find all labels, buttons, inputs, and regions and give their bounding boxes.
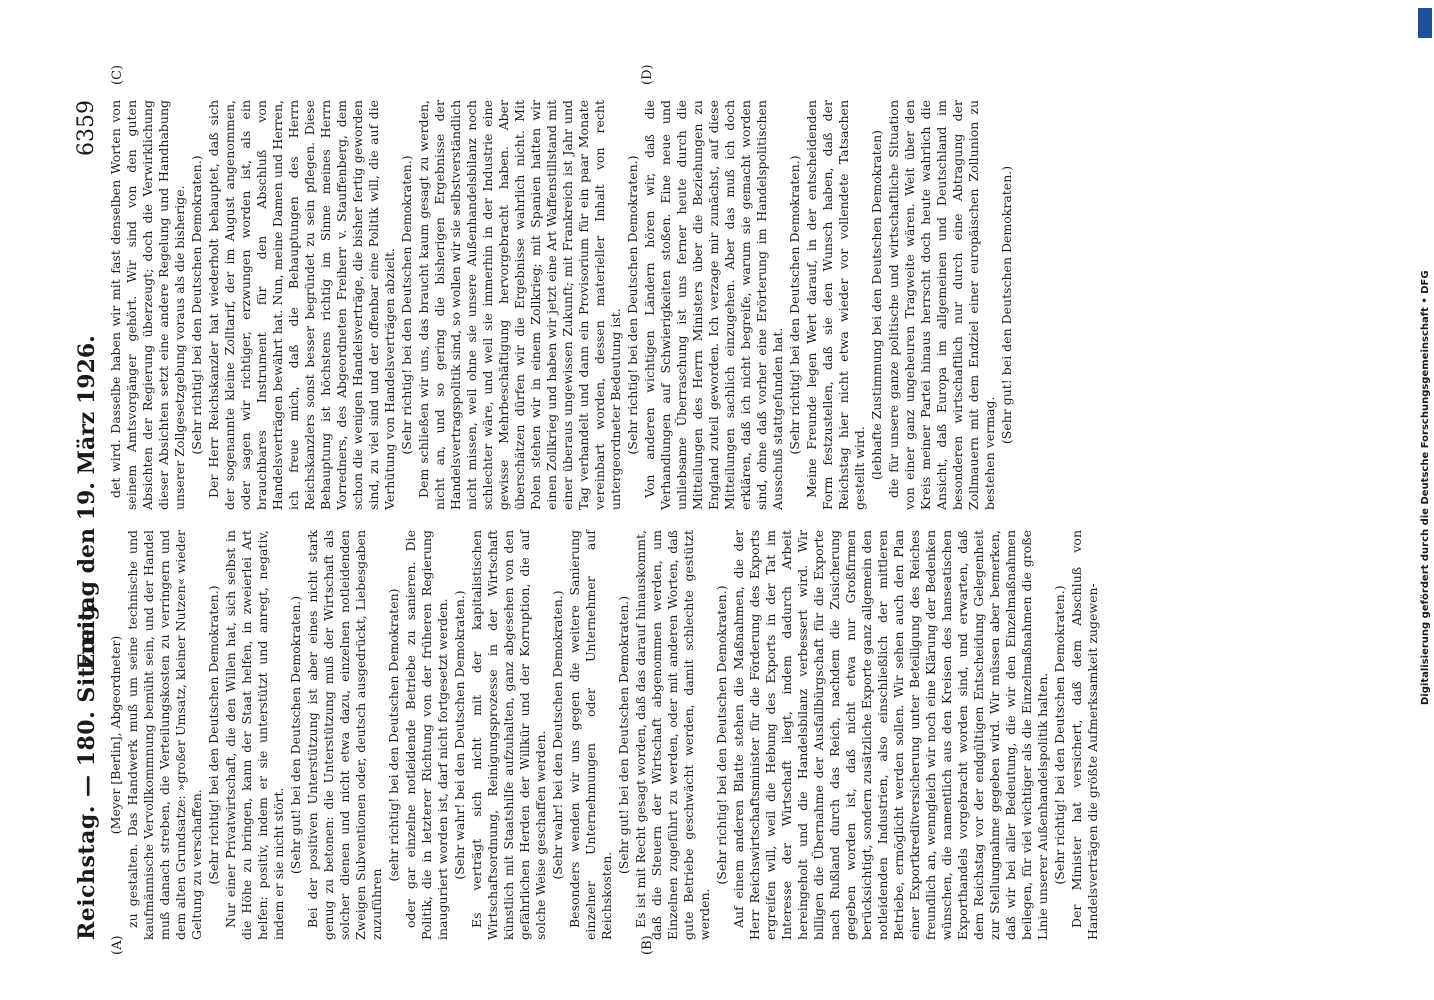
- paragraph: Dem schließen wir uns, das braucht kaum gesagt zu werden, nicht an, und so gering die bisherigen Ergebnisse der Handelsvertragspolitik sind, so wollen wir sie selbstverständlich nicht missen, weil ohne sie unsere Außenhandelsbilanz noch schlechter wäre, und weil sie immerhin in der Industrie eine gewisse Mehrbeschäftigung hervorgebracht haben. Aber überschätzen dürfen wir die Ergebnisse wahrlich nicht. Mit Polen stehen wir in einem Zollkrieg; mit Spanien hatten wir einen Zollkrieg und haben wir jetzt eine Art Waffenstillstand mit einer überaus ungewissen Zukunft; mit Frankreich ist Jahr und Tag verhandelt und dann ein Provisorium für ein paar Monate vereinbart worden, dessen materieller Inhalt von recht untergeordneter Bedeutung ist.: [416, 100, 623, 510]
- interjection: (Sehr richtig! bei den Deutschen Demokraten.): [206, 585, 221, 885]
- interjection: (Sehr richtig! bei den Deutschen Demokraten.): [787, 155, 802, 455]
- text-column-left: [108, 530, 1102, 940]
- header-date: Freitag den 19. März 1926.: [74, 335, 100, 670]
- header-left: Reichstag. — 180. Sitzung.: [74, 596, 100, 940]
- interjection: (Sehr richtig! bei den Deutschen Demokraten.): [399, 155, 414, 455]
- margin-mark-c: (C): [110, 64, 125, 85]
- interjection: (lebhafte Zustimmung bei den Deutschen Demokraten): [869, 129, 884, 481]
- interjection: (Sehr gut! bei den Deutschen Demokraten.): [288, 595, 303, 875]
- margin-mark-b: (B): [640, 935, 655, 955]
- paragraph: Nur einer Privatwirtschaft, die den Willen hat, sich selbst in die Höhe zu bringen, kann der Staat helfen, in zweierlei Art helfen: positiv, indem er sie unterstützt und anregt, negativ, indem er sie nicht stört.: [223, 530, 286, 940]
- interjection: (Sehr richtig! bei den Deutschen Demokraten.): [189, 155, 204, 455]
- page-header: [70, 40, 104, 1000]
- paragraph: Der Minister hat versichert, daß dem Abschluß von Handelsverträgen die größte Aufmerksamkeit zugewen-: [1069, 530, 1100, 940]
- interjection: (Meyer [Berlin], Abgeordneter): [108, 635, 123, 835]
- interjection: (Sehr wahr! bei den Deutschen Demokraten.): [452, 590, 467, 880]
- paragraph: Von anderen wichtigen Ländern hören wir, daß die Verhandlungen auf Schwierigkeiten stoßen. Eine neue und unliebsame Überraschung ist uns ferner heute durch die Mitteilungen des Herrn Ministers über die Beziehungen zu England zuteil geworden. Ich verzage mir zunächst, auf diese Mitteilungen sachlich einzugehen. Aber das muß ich doch erklären, daß ich nicht begreife, warum sie gemacht worden sind, ohne daß vorher eine Erörterung im Handelspolitischen Ausschuß stattgefunden hat.: [642, 100, 785, 510]
- paragraph: die für unsere ganze politische und wirtschaftliche Situation von einer ganz ungeheuren Tragweite wären. Weit über den Kreis meiner Partei hinaus herrscht doch heute wahrlich die Ansicht, daß Europa im allgemeinen und Deutschland im besonderen wirtschaftlich nur durch eine Abtragung der Zollmauern mit dem Endziel einer europäischen Zollunion zu bestehen vermag.: [886, 100, 997, 510]
- paragraph: Besonders wenden wir uns gegen die weitere Sanierung einzelner Unternehmungen oder Unternehmer auf Reichskosten.: [567, 530, 614, 940]
- paragraph: det wird. Dasselbe haben wir mit fast denselben Worten von seinem Amtsvorgänger gehört. Wir sind von den guten Absichten der Regierung überzeugt; doch die Verwirklichung dieser Absichten setzt eine andere Regelung und Handhabung unserer Zollgesetzgebung voraus als die bisherige.: [108, 100, 187, 510]
- interjection: (Sehr richtig! bei den Deutschen Demokraten.): [625, 155, 640, 455]
- interjection: (Sehr gut! bei den Deutschen Demokraten.): [616, 595, 631, 875]
- interjection: (Sehr richtig! bei den Deutschen Demokraten.): [1052, 585, 1067, 885]
- paragraph: Es verträgt sich nicht mit der kapitalistischen Wirtschaftsordnung, Reinigungsprozesse in der Wirtschaft künstlich mit Staatshilfe aufzuhalten, ganz abgesehen von den gefährlichen Herden der Willkür und der Korruption, die auf solche Weise geschaffen werden.: [469, 530, 548, 940]
- credit-text: Digitalisierung gefördert durch die Deutsche Forschungsgemeinschaft • DFG: [1420, 270, 1431, 705]
- rotated-sheet: [0, 40, 1260, 1000]
- interjection: (Sehr richtig! bei den Deutschen Demokraten.): [714, 585, 729, 885]
- interjection: (Sehr wahr! bei den Deutschen Demokraten.): [550, 590, 565, 880]
- paragraph: oder gar einzelne notleidende Betriebe zu sanieren. Die Politik, die in letzterer Richtung von der früheren Regierung inauguriert worden ist, darf nicht fortgesetzt werden.: [403, 530, 450, 940]
- paragraph: Es ist mit Recht gesagt worden, daß das darauf hinauskommt, daß die Steuern der Wirtschaft abgenommen werden, um Einzelnen zugeführt zu werden, oder mit anderen Worten, daß gute Betriebe geschwächt werden, damit schlechte gestützt werden.: [633, 530, 712, 940]
- paragraph: Bei der positiven Unterstützung ist aber eines nicht stark genug zu betonen: die Unterstützung muß der Wirtschaft als solcher dienen und nicht etwa dazu, einzelnen notleidenden Zweigen Subventionen oder, deutsch ausgedrückt, Liebesgaben zuzuführen: [305, 530, 384, 940]
- page-number: 6359: [74, 100, 99, 156]
- margin-mark-a: (A): [110, 935, 125, 955]
- credit-line: [1418, 10, 1434, 995]
- paragraph: zu gestalten. Das Handwerk muß um seine technische und kaufmännische Vervollkommnung bemüht sein, und der Handel muß danach streben, die Verteilungskosten zu verringern und dem alten Grundsatze: »großer Umsatz, kleiner Nutzen« wieder Geltung zu verschaffen.: [125, 530, 204, 940]
- text-column-right: [108, 100, 1016, 510]
- paragraph: Meine Freunde legen Wert darauf, in der entscheidenden Form festzustellen, daß sie den Wunsch haben, daß der Reichstag hier nicht etwa wieder vor vollendete Tatsachen gestellt wird.: [804, 100, 867, 510]
- paragraph: Der Herr Reichskanzler hat wiederholt behauptet, daß sich der sogenannte kleine Zolltarif, der im August angenommen, oder sagen wir richtiger, erzwungen worden ist, als ein brauchbares Instrument für den Abschluß von Handelsverträgen bewährt hat. Nun, meine Damen und Herren, ich freue mich, daß die Behauptungen des Herrn Reichskanzlers sonst besser begründet zu sein pflegen. Diese Behauptung ist höchstens richtig im Sinne meines Herrn Vorredners, des Abgeordneten Freiherr v. Stauffenberg, dem schon die wenigen Handelsverträge, die bisher fertig geworden sind, zu viel sind und der offenbar eine Politik will, die auf die Verhütung von Handelsverträgen abzielt.: [206, 100, 397, 510]
- interjection: (sehr richtig! bei den Deutschen Demokraten): [386, 588, 401, 882]
- paragraph: Auf einem anderen Blatte stehen die Maßnahmen, die der Herr Reichswirtschaftsminister für die Förderung des Exports ergreifen will, weil die Hebung des Exports in der Tat im Interesse der Wirtschaft liegt, indem dadurch Arbeit hereingeholt und die Handelsbilanz verbessert wird. Wir billigen die Übernahme der Ausfallbürgschaft für die Exporte nach Rußland durch das Reich, nachdem die Zusicherung gegeben worden ist, daß nicht etwa nur Großfirmen berücksichtigt, sondern zusätzliche Exporte ganz allgemein den notleidenden Industrien, also einschließlich der mittleren Betriebe, ermöglicht werden sollen. Wir sehen auch den Plan einer Exportkreditversicherung unter Beteiligung des Reiches freundlich an, wenngleich wir noch eine Klärung der Bedenken wünschen, die namentlich aus den Kreisen des hanseatischen Exporthandels vorgebracht worden sind, und erwarten, daß dem Reichstag vor der endgültigen Entscheidung Gelegenheit zur Stellungnahme gegeben wird. Wir müssen aber bemerken, daß wir bei aller Bedeutung, die wir den Einzelmaßnahmen beilegen, für viel wichtiger als die Einzelmaßnahmen die große Linie unserer Außenhandelspolitik halten.: [731, 530, 1050, 940]
- margin-mark-d: (D): [640, 64, 655, 85]
- interjection: (Sehr gut! bei den Deutschen Demokraten.): [999, 165, 1014, 445]
